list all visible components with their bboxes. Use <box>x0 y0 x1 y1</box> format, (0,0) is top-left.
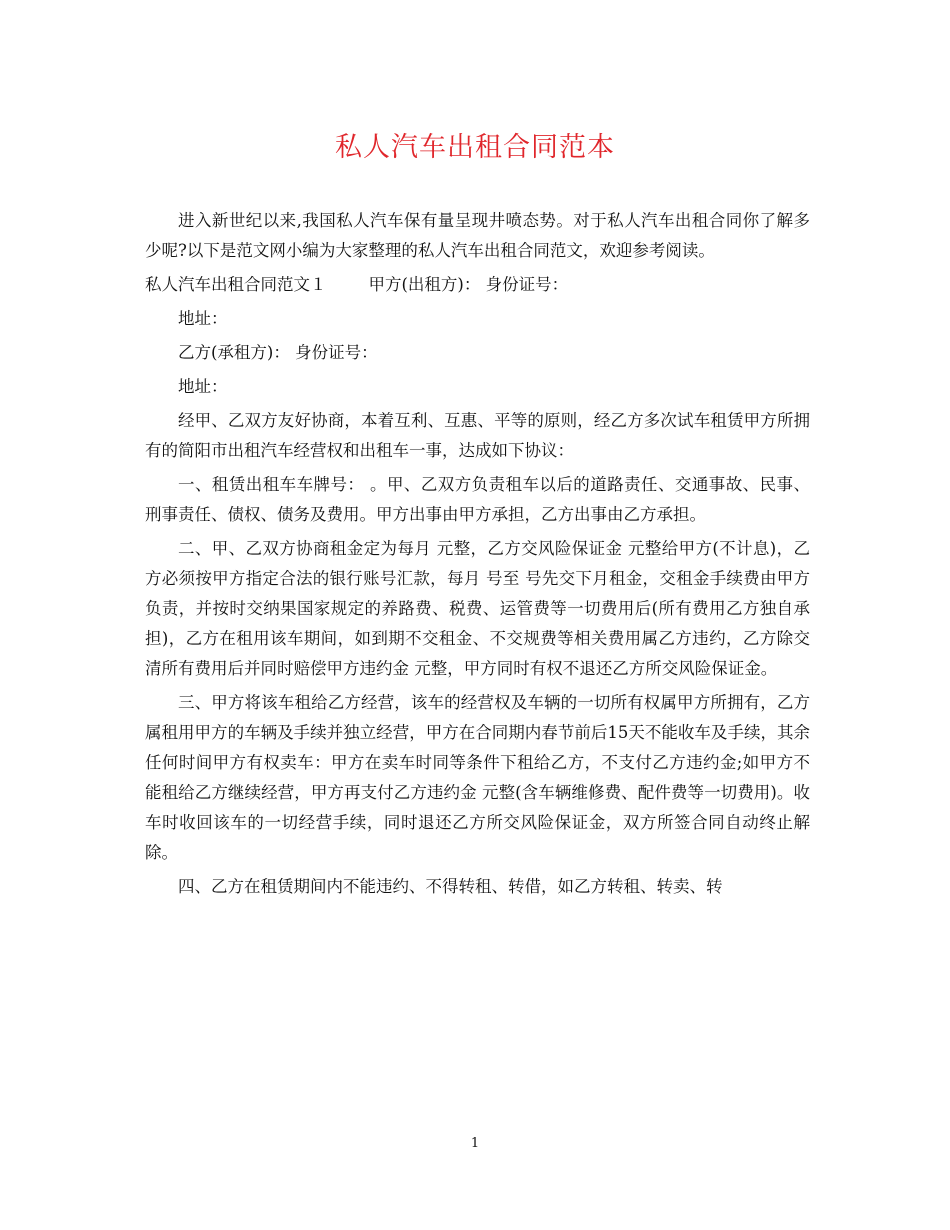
page-number: 1 <box>470 1136 480 1151</box>
address-a-line: 地址： <box>178 309 228 328</box>
agreement-paragraph: 经甲、乙双方友好协商，本着互利、互惠、平等的原则，经乙方多次试车租赁甲方所拥有的简阳市出租汽车经营权和出租车一事，达成如下协议： <box>145 411 810 460</box>
intro-paragraph: 进入新世纪以来,我国私人汽车保有量呈现井喷态势。对于私人汽车出租合同你了解多少呢?以下是范文网小编为大家整理的私人汽车出租合同范文，欢迎参考阅读。 <box>145 211 810 260</box>
document-body <box>145 206 810 902</box>
clause-2-paragraph: 二、甲、乙双方协商租金定为每月 元整，乙方交风险保证金 元整给甲方(不计息)，乙方必须按甲方指定合法的银行账号汇款，每月 号至 号先交下月租金，交租金手续费由甲方负责，并按时交纳果国家规定的养路费、税费、运管费等一切费用后(所有费用乙方独自承担)，乙方在租用该车期间，如到期不交租金、不交规费等相关费用属乙方违约，乙方除交清所有费用后并同时赔偿甲方违约金 元整，甲方同时有权不退还乙方所交风险保证金。 <box>145 539 810 678</box>
clause-1-paragraph: 一、租赁出租车车牌号： 。甲、乙双方负责租车以后的道路责任、交通事故、民事、刑事责任、债权、债务及费用。甲方出事由甲方承担，乙方出事由乙方承担。 <box>145 475 810 524</box>
address-b-line: 地址： <box>178 377 228 396</box>
party-b-line: 乙方(承租方)： 身份证号： <box>178 343 378 362</box>
party-a-line: 甲方(出租方)： 身份证号： <box>368 275 569 294</box>
clause-4-paragraph: 四、乙方在租赁期间内不能违约、不得转租、转借，如乙方转租、转卖、转 <box>178 877 723 896</box>
section-heading: 私人汽车出租合同范文１ <box>145 275 327 294</box>
section-header-line <box>145 270 810 300</box>
clause-3-paragraph: 三、甲方将该车租给乙方经营，该车的经营权及车辆的一切所有权属甲方所拥有，乙方属租用甲方的车辆及手续并独立经营，甲方在合同期内春节前后15天不能收车及手续，其余任何时间甲方有权卖车：甲方在卖车时同等条件下租给乙方，不支付乙方违约金;如甲方不能租给乙方继续经营，甲方再支付乙方违约金 元整(含车辆维修费、配件费等一切费用)。收车时收回该车的一切经营手续，同时退还乙方所交风险保证金，双方所签合同自动终止解除。 <box>145 693 810 862</box>
document-title: 私人汽车出租合同范本 <box>335 132 615 163</box>
